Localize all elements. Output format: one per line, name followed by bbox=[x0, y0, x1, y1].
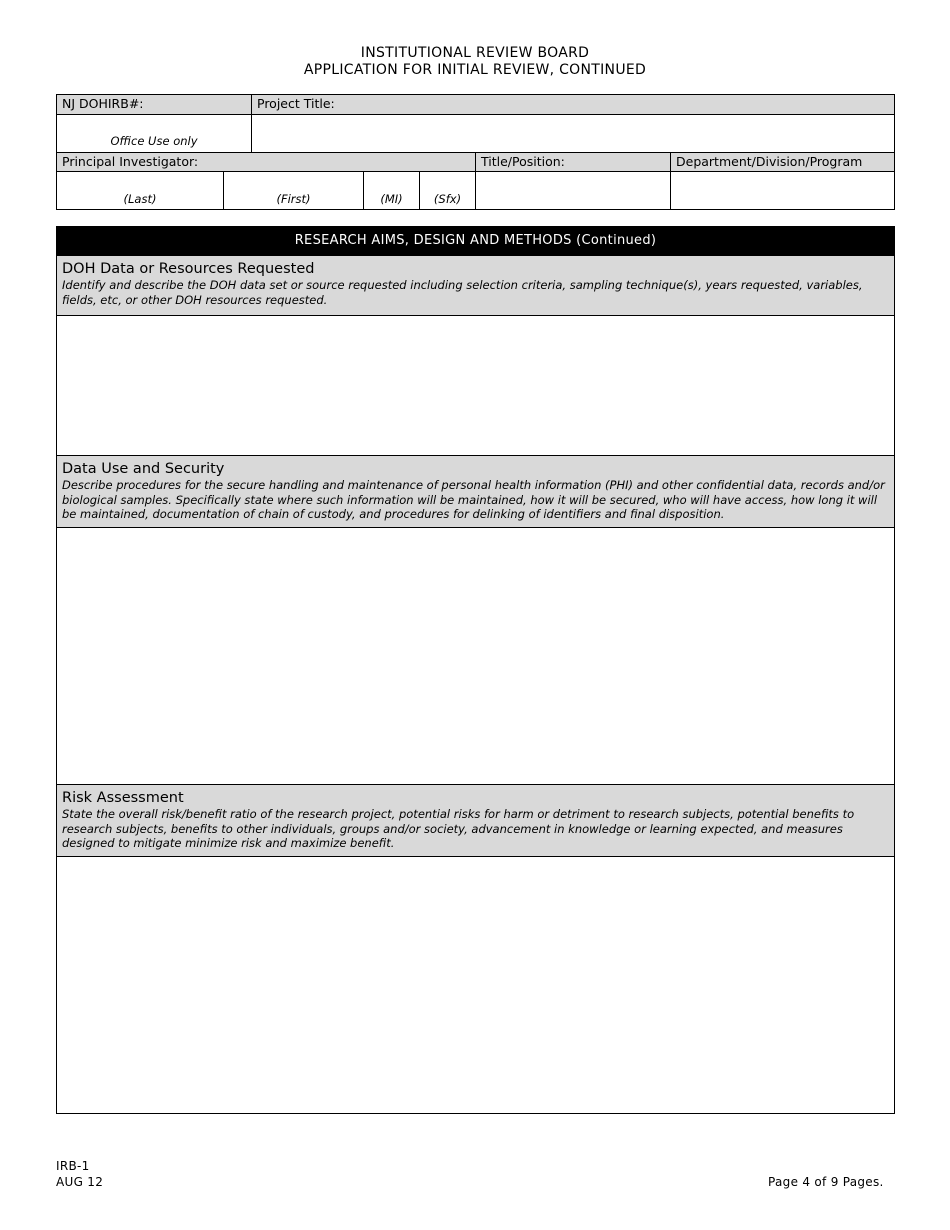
title-position-label: Title/Position: bbox=[481, 154, 565, 169]
department-field[interactable] bbox=[670, 171, 895, 210]
data-security-description: Describe procedures for the secure handling and maintenance of personal health information (PHI) and other confidential data, records and/or biological samples. Specifically state where such information will be maintained, how it will be secured, who will have access, how long it will be maintained, documentation of chain of custody, and procedures for delinking of identifiers and final disposition. bbox=[62, 478, 885, 521]
title-position-field[interactable] bbox=[475, 171, 671, 210]
doh-data-title: DOH Data or Resources Requested bbox=[62, 261, 315, 277]
irb-number-label: NJ DOHIRB#: bbox=[62, 96, 144, 111]
risk-assessment-description: State the overall risk/benefit ratio of the research project, potential risks for harm or detriment to research subjects, potential benefits to research subjects, benefits to other individuals, groups and/or society, advancement in knowledge or learning expected, and measures designed to mitigate minimize risk and maximize benefit. bbox=[62, 807, 855, 850]
pi-suffix-field[interactable] bbox=[419, 171, 476, 210]
pi-last-name-field[interactable] bbox=[56, 171, 224, 210]
risk-assessment-response-field[interactable] bbox=[56, 857, 895, 1114]
risk-assessment-section-header bbox=[56, 784, 895, 857]
form-date: AUG 12 bbox=[56, 1175, 104, 1189]
project-title-label: Project Title: bbox=[257, 96, 335, 111]
doh-data-response-field[interactable] bbox=[56, 316, 895, 456]
page-number: Page 4 of 9 Pages. bbox=[768, 1175, 884, 1189]
sfx-caption: (Sfx) bbox=[433, 192, 462, 206]
pi-middle-initial-field[interactable] bbox=[363, 171, 420, 210]
data-security-title: Data Use and Security bbox=[62, 461, 225, 477]
data-security-response-field[interactable] bbox=[56, 528, 895, 785]
department-header bbox=[670, 152, 895, 172]
doh-data-description: Identify and describe the DOH data set or source requested including selection criteria, sampling technique(s), years requested, variables, fields, etc, or other DOH resources requested. bbox=[62, 278, 863, 307]
form-title: INSTITUTIONAL REVIEW BOARD bbox=[360, 45, 590, 61]
pi-header bbox=[56, 152, 476, 172]
form-id: IRB-1 bbox=[56, 1159, 90, 1173]
irb-number-field[interactable] bbox=[56, 114, 252, 153]
risk-assessment-title: Risk Assessment bbox=[62, 790, 184, 806]
department-label: Department/Division/Program bbox=[676, 154, 863, 169]
data-security-section-header bbox=[56, 455, 895, 528]
irb-number-header bbox=[56, 94, 252, 115]
title-position-header bbox=[475, 152, 671, 172]
form-subtitle: APPLICATION FOR INITIAL REVIEW, CONTINUED bbox=[303, 62, 647, 78]
mi-caption: (MI) bbox=[380, 192, 403, 206]
last-name-caption: (Last) bbox=[123, 192, 157, 206]
office-use-note: Office Use only bbox=[110, 134, 198, 148]
doh-data-section-header bbox=[56, 255, 895, 316]
project-title-field[interactable] bbox=[251, 114, 895, 153]
first-name-caption: (First) bbox=[276, 192, 311, 206]
pi-label: Principal Investigator: bbox=[62, 154, 199, 169]
project-title-header bbox=[251, 94, 895, 115]
pi-first-name-field[interactable] bbox=[223, 171, 364, 210]
section-bar: RESEARCH AIMS, DESIGN AND METHODS (Continued) bbox=[56, 226, 895, 256]
